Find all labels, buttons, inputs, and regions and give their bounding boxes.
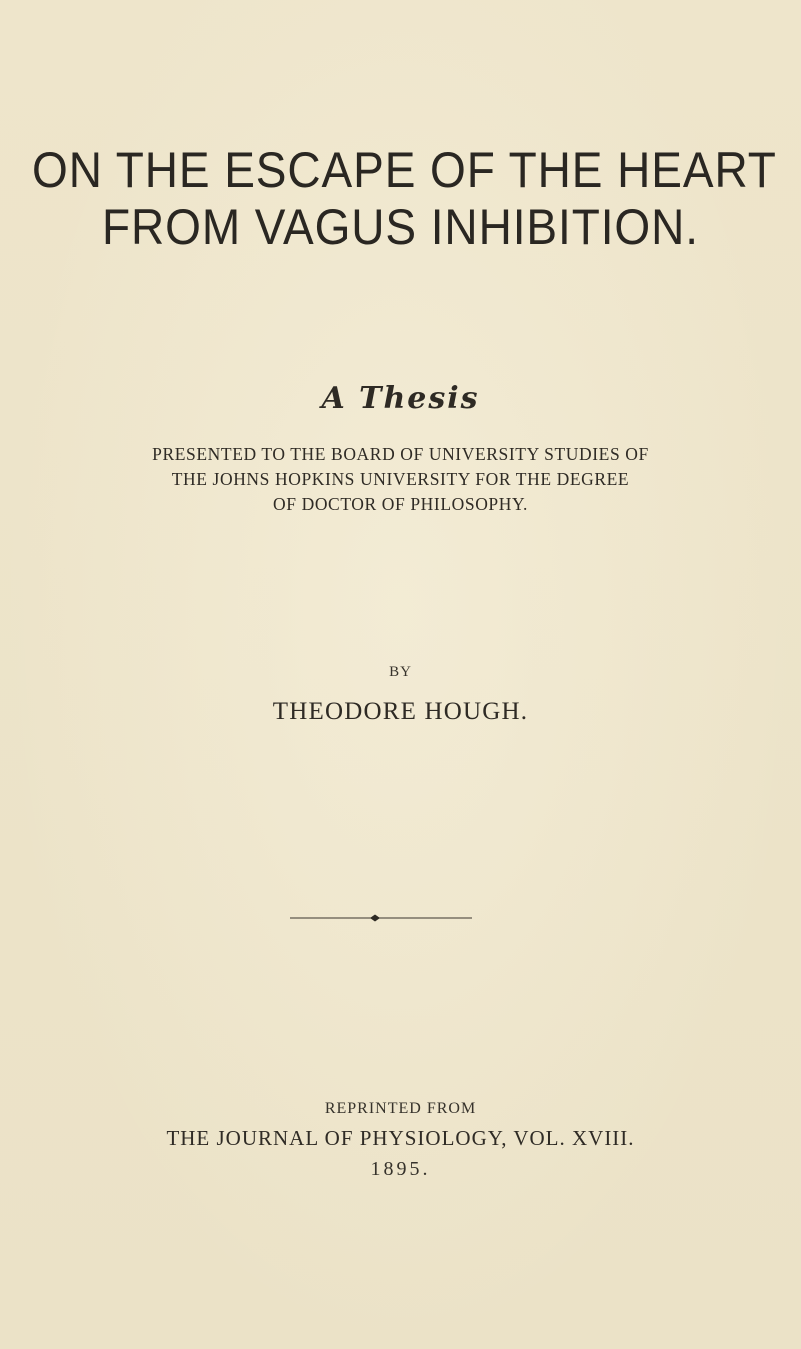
journal-source: THE JOURNAL OF PHYSIOLOGY, VOL. XVIII. [166, 1126, 635, 1150]
presented-line-1: PRESENTED TO THE BOARD OF UNIVERSITY STUDIES OF [152, 444, 649, 464]
presented-statement [0, 442, 801, 517]
title-line-1: ON THE ESCAPE OF THE HEART [32, 142, 777, 198]
presented-line-2: THE JOHNS HOPKINS UNIVERSITY FOR THE DEGREE [171, 469, 630, 489]
publication-year: 1895. [370, 1158, 431, 1180]
ornamental-rule [290, 912, 472, 924]
title-line-2: FROM VAGUS INHIBITION. [102, 199, 699, 255]
reprinted-label: REPRINTED FROM [324, 1100, 477, 1117]
thesis-heading: A Thesis [321, 381, 480, 416]
by-label: BY [389, 664, 412, 680]
author-name: THEODORE HOUGH. [272, 698, 529, 725]
presented-line-3: OF DOCTOR OF PHILOSOPHY. [273, 494, 528, 514]
